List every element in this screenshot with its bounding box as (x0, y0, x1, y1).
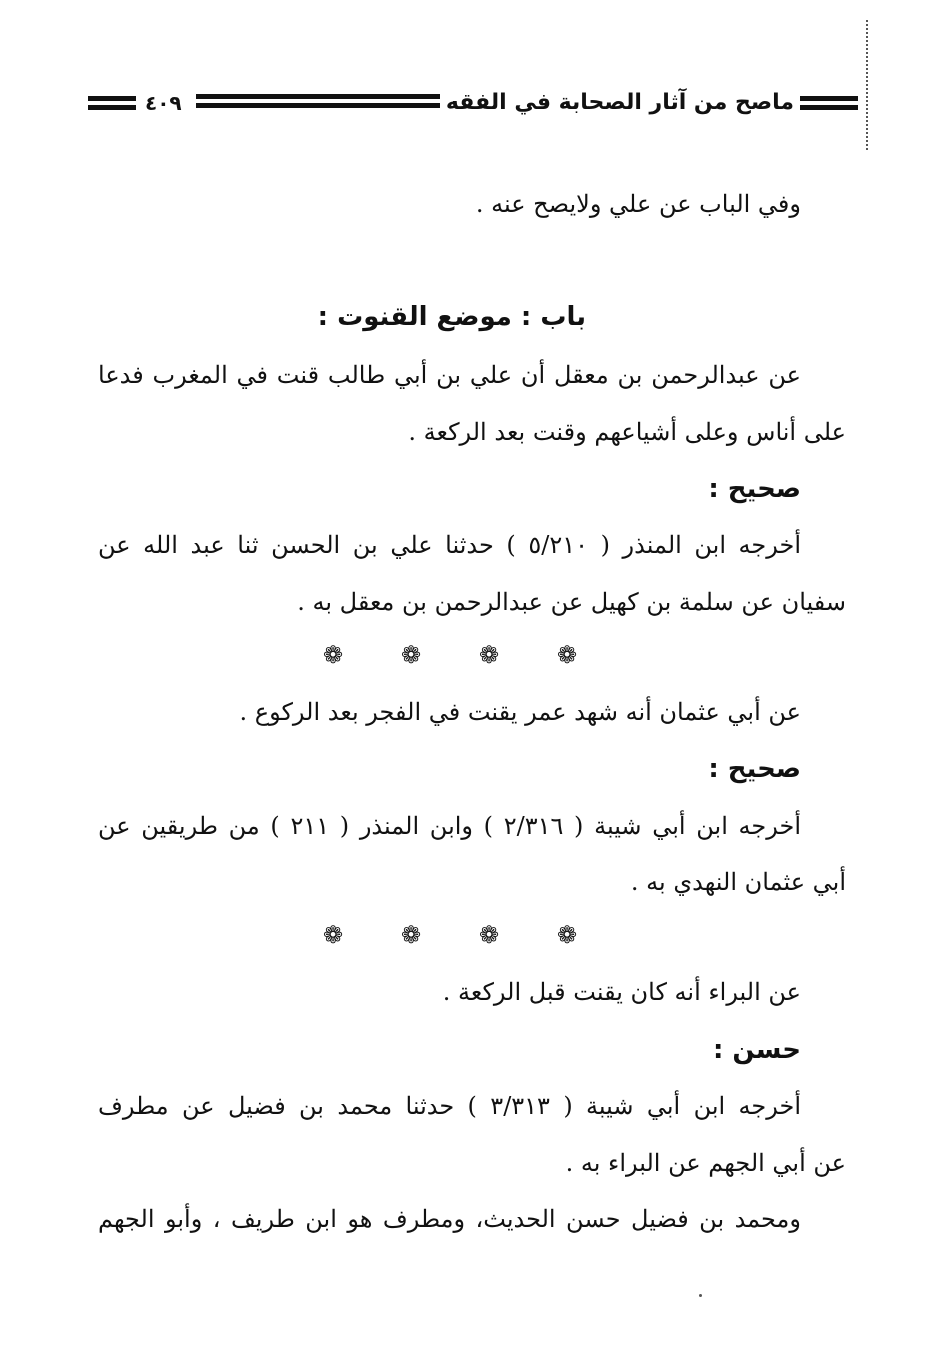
header-rule-left-bottom (88, 105, 136, 110)
section-separator (320, 920, 580, 950)
grade-label: صحيح : (708, 474, 801, 504)
header-rule-right-bottom (800, 105, 858, 110)
text-line: أخرجه ابن أبي شيبة ( ٣/٣١٣ ) حدثنا محمد بن فضيل عن مطرف (98, 1092, 801, 1120)
star-ornament-icon: ❁ (322, 921, 344, 949)
header-rule-right-top (800, 96, 858, 101)
header-rule-left-top (88, 96, 136, 101)
grade-label: صحيح : (708, 754, 801, 784)
star-ornament-icon: ❁ (478, 641, 500, 669)
text-line: عن البراء أنه كان يقنت قبل الركعة . (442, 978, 801, 1006)
section-separator (320, 640, 580, 670)
star-ornament-icon: ❁ (400, 921, 422, 949)
star-ornament-icon: ❁ (556, 921, 578, 949)
text-line: عن أبي عثمان أنه شهد عمر يقنت في الفجر بعد الركوع . (239, 698, 801, 726)
star-ornament-icon: ❁ (556, 641, 578, 669)
star-ornament-icon: ❁ (478, 921, 500, 949)
text-line: سفيان عن سلمة بن كهيل عن عبدالرحمن بن معقل به . (297, 588, 846, 616)
running-header (88, 86, 858, 122)
page-number: ٤٠٩ (140, 86, 187, 120)
text-line: أبي عثمان النهدي به . (630, 868, 846, 896)
margin-dotted-line (866, 20, 870, 150)
text-line: عن عبدالرحمن بن معقل أن علي بن أبي طالب قنت في المغرب فدعا (98, 361, 801, 389)
text-line: على أناس وعلى أشياعهم وقنت بعد الركعة . (408, 418, 846, 446)
header-title: ماصح من آثار الصحابة في الفقه (440, 86, 800, 120)
text-line: وفي الباب عن علي ولايصح عنه . (475, 190, 801, 218)
chapter-heading: باب : موضع القنوت : (317, 302, 586, 332)
header-rule-middle-top (196, 94, 458, 99)
grade-label: حسن : (712, 1035, 801, 1065)
text-line: ومحمد بن فضيل حسن الحديث، ومطرف هو ابن طريف ، وأبو الجهم (98, 1205, 801, 1233)
text-line: أخرجه ابن المنذر ( ٥/٢١٠ ) حدثنا علي بن الحسن ثنا عبد الله عن (98, 531, 802, 559)
text-line: أخرجه ابن أبي شيبة ( ٢/٣١٦ ) وابن المنذر ( ٢١١ ) من طريقين عن (98, 812, 801, 840)
header-rule-middle-bottom (196, 103, 458, 108)
star-ornament-icon: ❁ (322, 641, 344, 669)
text-line: عن أبي الجهم عن البراء به . (565, 1149, 846, 1177)
star-ornament-icon: ❁ (400, 641, 422, 669)
scan-speck (699, 1294, 702, 1297)
